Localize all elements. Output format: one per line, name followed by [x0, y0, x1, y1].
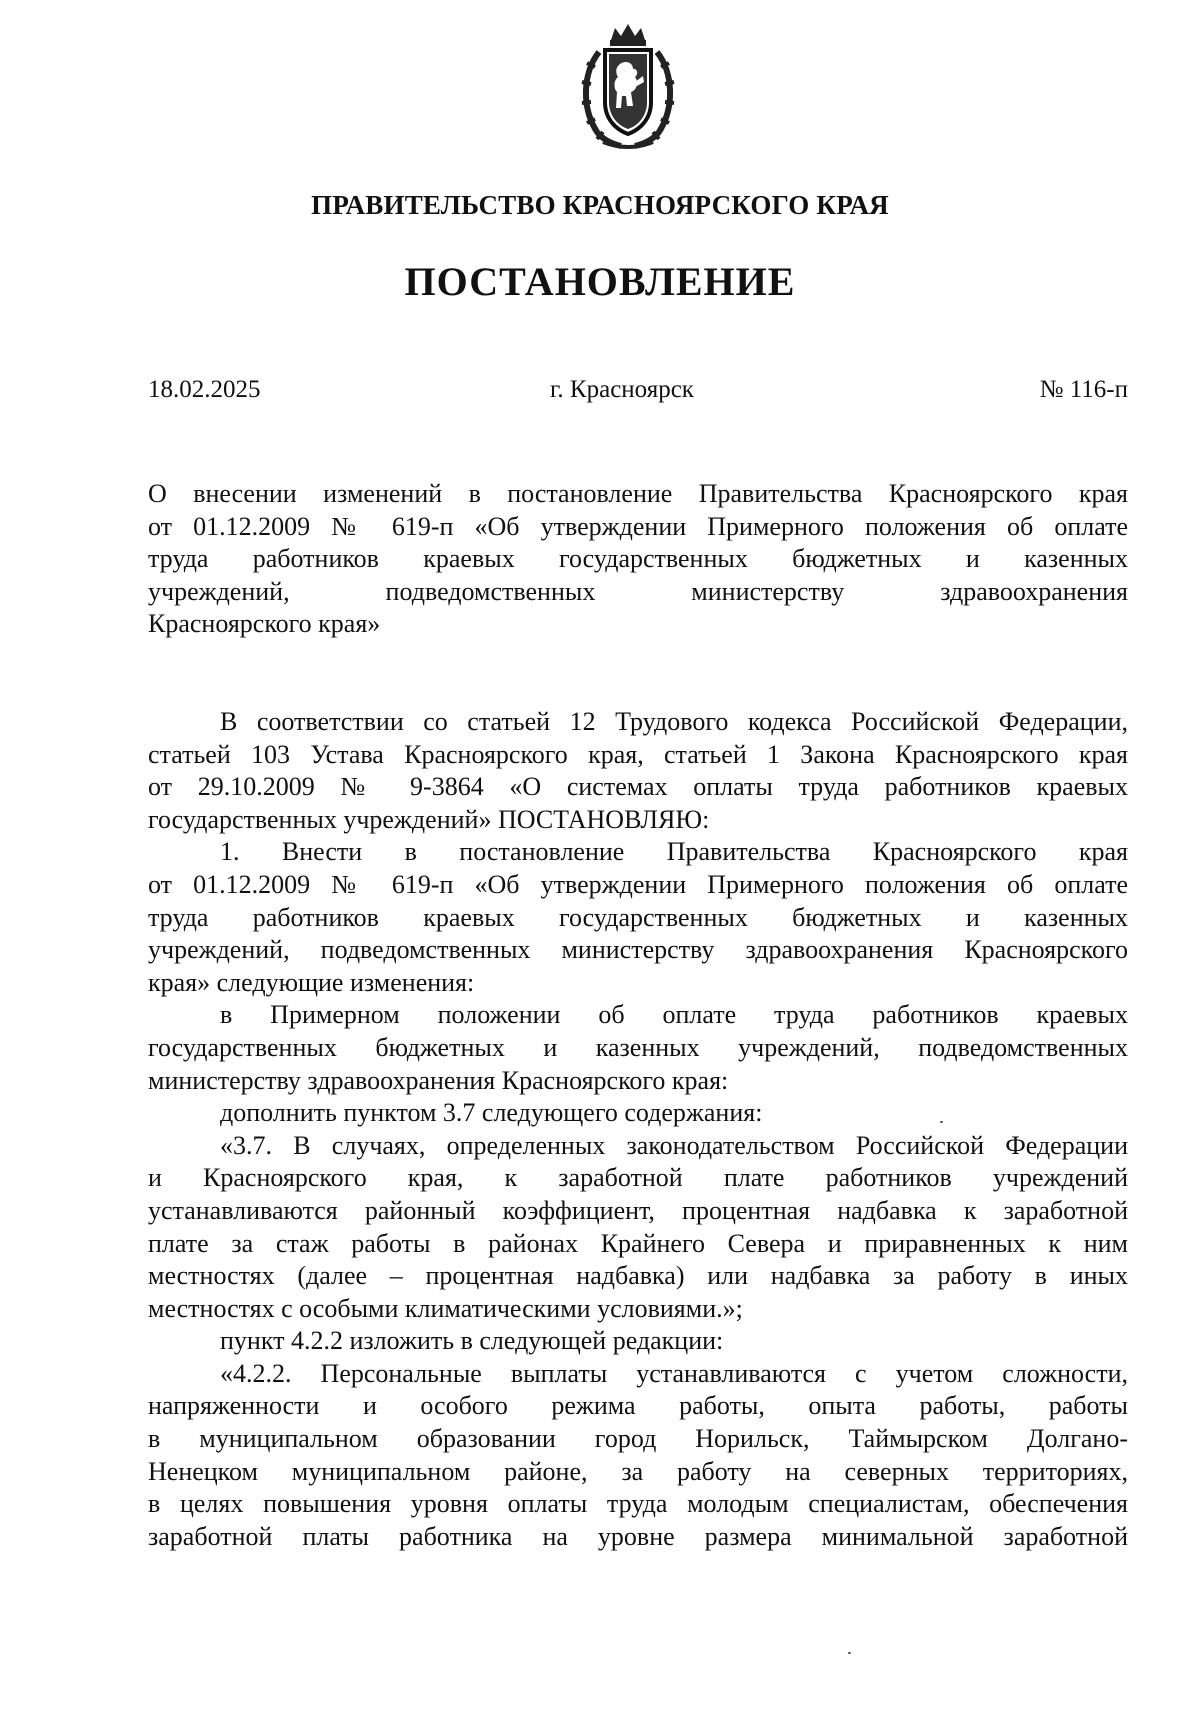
document-date: 18.02.2025 [148, 376, 261, 403]
body-line: государственных бюджетных и казенных учреждений, подведомственных [148, 1032, 1128, 1062]
subject-line: от 01.12.2009 № 619-п «Об утверждении Примерного положения об оплате [148, 511, 1128, 541]
body-line: устанавливаются районный коэффициент, процентная надбавка к заработной [148, 1195, 1128, 1225]
subject-line: учреждений, подведомственных министерству здравоохранения [148, 576, 1128, 606]
body-line: Ненецком муниципальном районе, за работу на северных территориях, [148, 1456, 1128, 1486]
body-line: статьей 103 Устава Красноярского края, статьей 1 Закона Красноярского края [148, 739, 1128, 769]
body-line: министерству здравоохранения Красноярского края: [148, 1065, 729, 1095]
body-line: заработной платы работника на уровне размера минимальной заработной [148, 1521, 1128, 1551]
document-city: г. Красноярск [550, 376, 694, 403]
body-line: от 29.10.2009 № 9-3864 «О системах оплаты труда работников краевых [148, 772, 1128, 802]
body-line: «3.7. В случаях, определенных законодательством Российской Федерации [220, 1130, 1128, 1160]
body-line: 1. Внести в постановление Правительства Красноярского края [220, 837, 1128, 867]
body-line: напряженности и особого режима работы, опыта работы, работы [148, 1391, 1128, 1421]
body-line: труда работников краевых государственных бюджетных и казенных [148, 902, 1128, 932]
body-line: дополнить пунктом 3.7 следующего содержания: [220, 1098, 763, 1128]
subject-line: Красноярского края» [148, 609, 381, 639]
krasnoyarsk-coat-of-arms-icon [573, 22, 683, 152]
document-body [148, 706, 1128, 1553]
body-line: учреждений, подведомственных министерству здравоохранения Красноярского [148, 935, 1128, 965]
body-line: местностях с особыми климатическими условиями.»; [148, 1293, 743, 1323]
body-line: в муниципальном образовании город Норильск, Таймырском Долгано- [148, 1424, 1128, 1454]
scan-speck [940, 1121, 943, 1123]
body-line: и Красноярского края, к заработной плате работников учреждений [148, 1163, 1128, 1193]
body-line: края» следующие изменения: [148, 967, 475, 997]
subject-line: О внесении изменений в постановление Правительства Красноярского края [148, 479, 1128, 508]
government-name: ПРАВИТЕЛЬСТВО КРАСНОЯРСКОГО КРАЯ [311, 190, 889, 220]
body-line: в целях повышения уровня оплаты труда молодым специалистам, обеспечения [148, 1489, 1128, 1519]
document-subject [148, 478, 1128, 641]
scan-speck [848, 1652, 851, 1654]
body-line: государственных учреждений» ПОСТАНОВЛЯЮ: [148, 804, 710, 834]
subject-line: труда работников краевых государственных бюджетных и казенных [148, 544, 1128, 574]
body-line: пункт 4.2.2 изложить в следующей редакции: [220, 1326, 724, 1356]
body-line: в Примерном положении об оплате труда работников краевых [220, 1000, 1128, 1030]
body-line: местностях (далее – процентная надбавка) или надбавка за работу в иных [148, 1261, 1128, 1291]
body-line: плате за стаж работы в районах Крайнего Севера и приравненных к ним [148, 1228, 1128, 1258]
document-number: № 116-п [1039, 376, 1128, 403]
body-line: от 01.12.2009 № 619-п «Об утверждении Примерного положения об оплате [148, 869, 1128, 899]
body-line: «4.2.2. Персональные выплаты устанавливаются с учетом сложности, [220, 1358, 1128, 1388]
body-line: В соответствии со статьей 12 Трудового кодекса Российской Федерации, [220, 707, 1128, 736]
document-type-title: ПОСТАНОВЛЕНИЕ [404, 259, 796, 304]
